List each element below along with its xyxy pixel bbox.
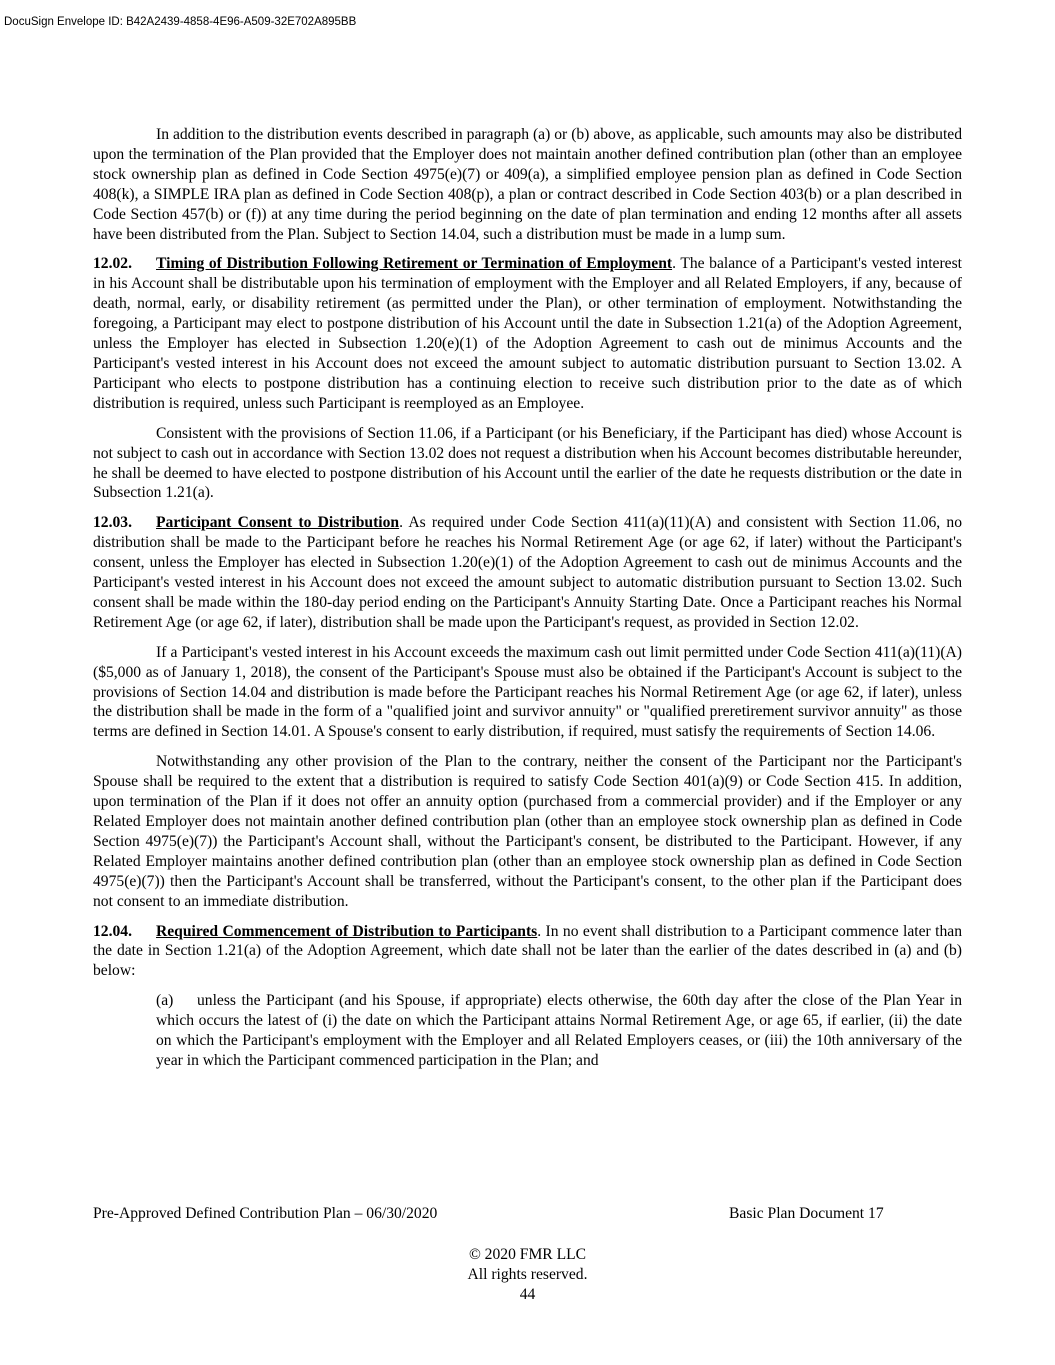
- copyright-text: © 2020 FMR LLC: [468, 1246, 587, 1263]
- rights-text: All rights reserved.: [467, 1265, 588, 1283]
- section-number: 12.02.: [93, 255, 132, 273]
- section-title: Participant Consent to Distribution: [156, 514, 400, 532]
- section-text: . The balance of a Participant's vested interest in his Account shall be distributable upon his termination of employment with the Employer and all Related Employers, if any, because of death, normal, early, or disability retirement (as permitted under the Plan), or other termination of employment. Notwithstanding the foregoing, a Participant may elect to postpone distribution of his Account until the date in Subsection 1.21(a) of the Adoption Agreement, unless the Employer has elected in Subsection 1.20(e)(1) of the Adoption Agreement to cash out de minimus Accounts and the Participant's vested interest in his Account does not exceed the amount subject to automatic distribution pursuant to Section 13.02. A Participant who elects to postpone distribution has a continuing election to receive such distribution prior to the date as of which distribution is required, unless such Participant is reemployed as an Employee.: [93, 255, 962, 412]
- page-number: 44: [519, 1285, 536, 1303]
- paragraph-termination-distribution: In addition to the distribution events described in paragraph (a) or (b) above, as applicable, such amounts may also be distributed upon the termination of the Plan provided that the Employer does not maintain another defined contribution plan (other than an employee stock ownership plan as defined in Code Section 4975(e)(7) or 409(a), a simplified employee pension plan as defined in Code Section 408(k), a SIMPLE IRA plan as defined in Code Section 408(p), a plan or contract described in Code Section 403(b) or a plan described in Code Section 457(b) or (f)) at any time during the period beginning on the date of plan termination and ending 12 months after all assets have been distributed from the Plan. Subject to Section 14.04, such a distribution must be made in a lump sum.: [93, 126, 962, 243]
- footer-document-label: Basic Plan Document 17: [729, 1205, 884, 1222]
- footer-plan-name: Pre-Approved Defined Contribution Plan – 06/30/2020: [93, 1205, 438, 1222]
- paragraph-consistent-provisions: Consistent with the provisions of Section 11.06, if a Participant (or his Beneficiary, if the Participant has died) whose Account is not subject to cash out in accordance with Section 13.02 does not request a distribution when his Account becomes distributable hereunder, he shall be deemed to have elected to postpone distribution of his Account until the earlier of the date he requests distribution or the date in Subsection 1.21(a).: [93, 424, 962, 502]
- document-body: [93, 125, 962, 1081]
- copyright-block: [0, 1245, 1055, 1305]
- section-number: 12.04.: [93, 922, 132, 940]
- section-title: Required Commencement of Distribution to Participants: [156, 922, 538, 940]
- list-item-text: unless the Participant (and his Spouse, if appropriate) elects otherwise, the 60th day after the close of the Plan Year in which occurs the latest of (i) the date on which the Participant attains Normal Retirement Age, or age 65, if earlier, (ii) the date on which the Participant's employment with the Employer and all Related Employers ceases, or (iii) the 10th anniversary of the year in which the Participant commenced participation in the Plan; and: [156, 992, 962, 1069]
- section-12-04: [93, 922, 962, 982]
- paragraph-notwithstanding: Notwithstanding any other provision of the Plan to the contrary, neither the consent of the Participant nor the Participant's Spouse shall be required to the extent that a distribution is required to satisfy Code Section 401(a)(9) or Code Section 415. In addition, upon termination of the Plan if it does not offer an annuity option (purchased from a commercial provider) and if the Employer or any Related Employer does not maintain another defined contribution plan (other than an employee stock ownership plan as defined in Code Section 4975(e)(7)) the Participant's Account shall, without the Participant's consent, be distributed to the Participant. However, if any Related Employer maintains another defined contribution plan (other than an employee stock ownership plan as defined in Code Section 4975(e)(7)) then the Participant's Account shall be transferred, without the Participant's consent, to the other plan if the Participant does not consent to an immediate distribution.: [93, 753, 962, 910]
- paragraph-spouse-consent: If a Participant's vested interest in his Account exceeds the maximum cash out limit permitted under Code Section 411(a)(11)(A) ($5,000 as of January 1, 2018), the consent of the Participant's Spouse must also be obtained if the Participant's Account is subject to the provisions of Section 14.04 and distribution is made before the Participant reaches his Normal Retirement Age (or age 62, if later), unless the distribution shall be made in the form of a "qualified joint and survivor annuity" or "qualified preretirement survivor annuity" as those terms are defined in Section 14.01. A Spouse's consent to early distribution, if required, must satisfy the requirements of Section 14.06.: [93, 643, 962, 741]
- section-number: 12.03.: [93, 514, 132, 532]
- section-12-03: [93, 513, 962, 632]
- section-12-02: [93, 254, 962, 413]
- list-item-label: (a): [156, 992, 174, 1010]
- list-item-a: [156, 991, 962, 1071]
- docusign-envelope-id: DocuSign Envelope ID: B42A2439-4858-4E96-A509-32E702A895BB: [4, 16, 357, 28]
- section-title: Timing of Distribution Following Retirement or Termination of Employment: [156, 255, 673, 273]
- section-text: . In no event shall distribution to a Participant commence later than the date in Section 1.21(a) of the Adoption Agreement, which date shall not be later than the earlier of the dates described in (a) and (b) below:: [93, 922, 962, 980]
- section-text: . As required under Code Section 411(a)(11)(A) and consistent with Section 11.06, no distribution shall be made to the Participant before he reaches his Normal Retirement Age (or age 62, if later) without the Participant's consent, unless the Employer has elected in Subsection 1.20(e)(1) of the Adoption Agreement to cash out de minimus Accounts and the Participant's vested interest in his Account does not exceed the amount subject to automatic distribution pursuant to Section 13.02. Such consent shall be made within the 180-day period ending on the Participant's Annuity Starting Date. Once a Participant reaches his Normal Retirement Age (or age 62, if later), distribution shall be made upon the Participant's request, as provided in Section 12.02.: [93, 514, 962, 631]
